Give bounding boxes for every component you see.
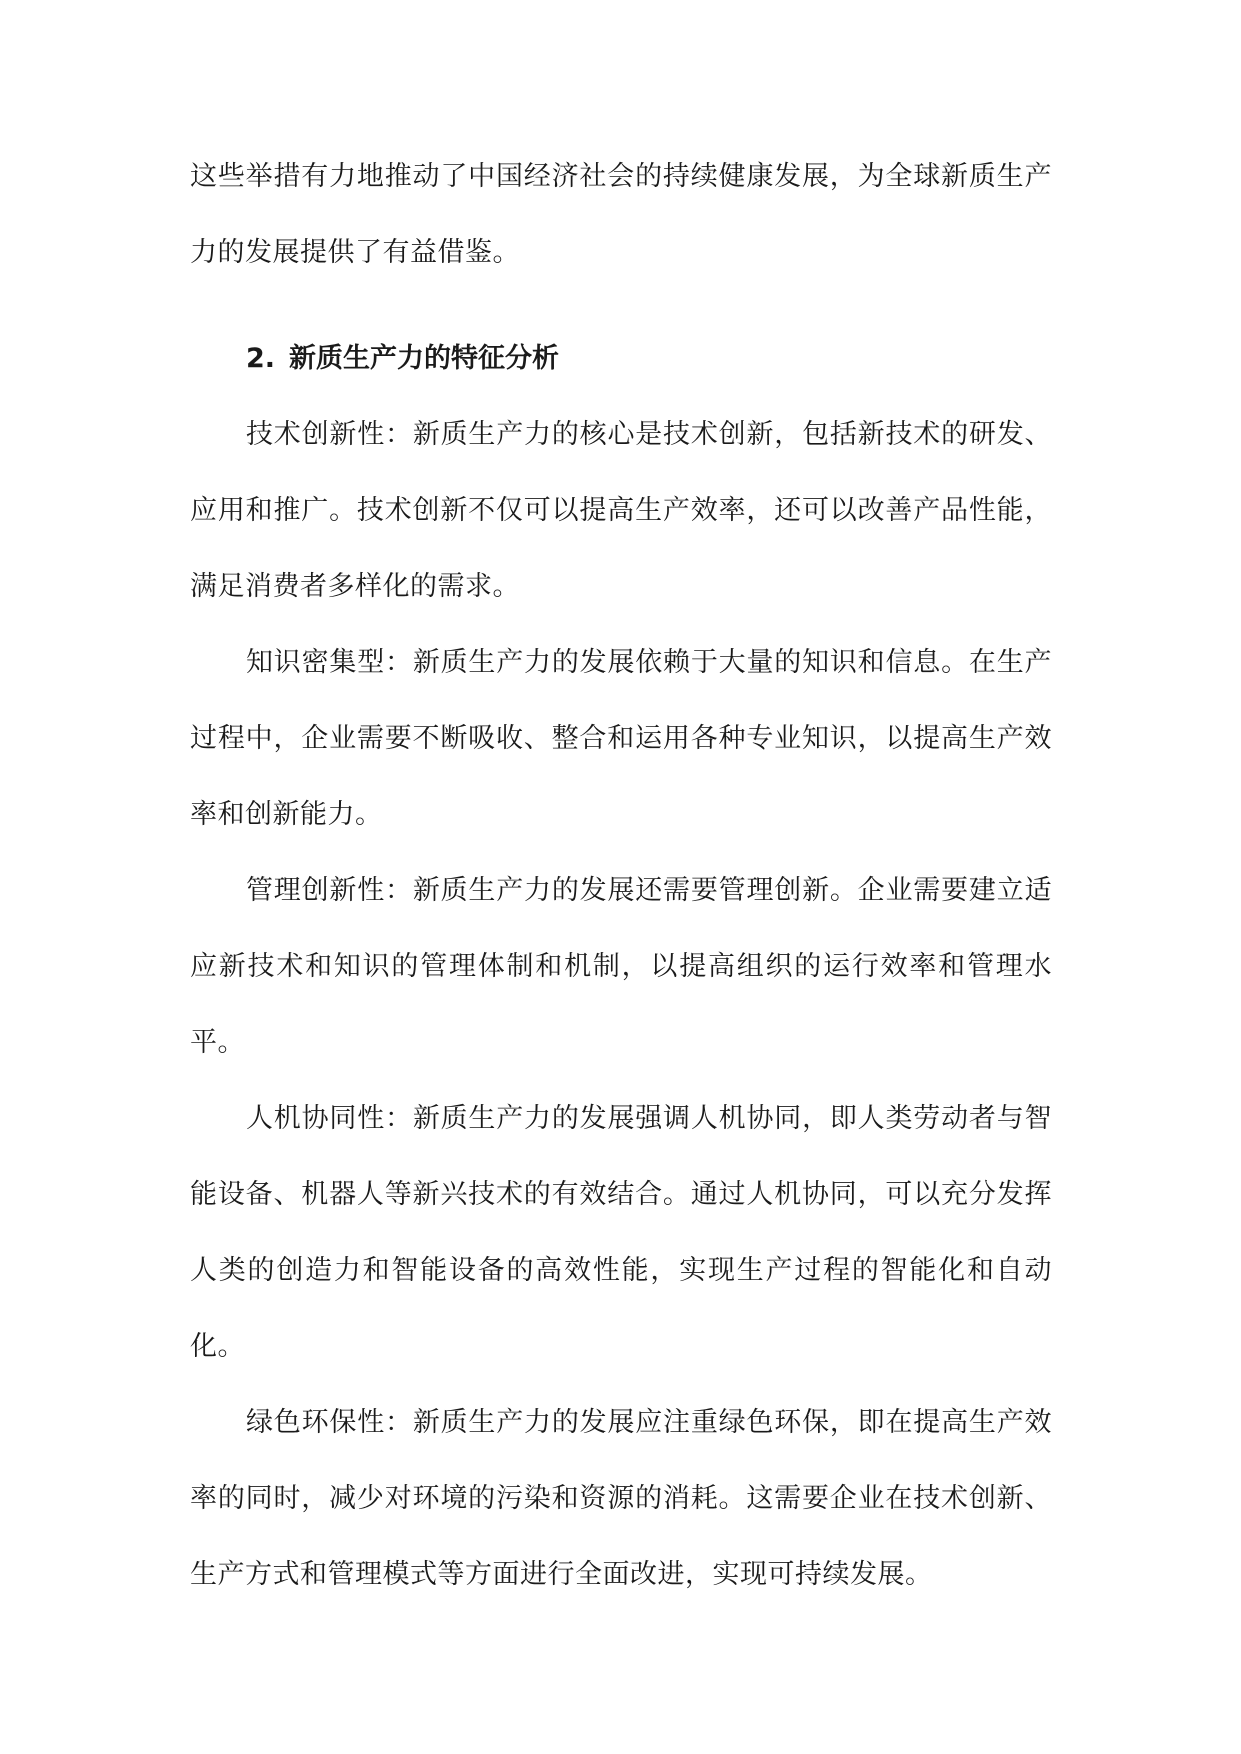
paragraph-management-innovation: 管理创新性：新质生产力的发展还需要管理创新。企业需要建立适应新技术和知识的管理体制和机制，以提高组织的运行效率和管理水平。 [190, 875, 1052, 1058]
paragraph-tech-innovation: 技术创新性：新质生产力的核心是技术创新，包括新技术的研发、应用和推广。技术创新不仅可以提高生产效率，还可以改善产品性能，满足消费者多样化的需求。 [190, 419, 1052, 602]
section-number: 2. [246, 343, 276, 374]
document-body [190, 139, 1052, 1613]
section-heading [190, 321, 1052, 397]
paragraph-human-machine-collab: 人机协同性：新质生产力的发展强调人机协同，即人类劳动者与智能设备、机器人等新兴技术的有效结合。通过人机协同，可以充分发挥人类的创造力和智能设备的高效性能，实现生产过程的智能化和自动化。 [190, 1103, 1052, 1362]
paragraph-green-environment: 绿色环保性：新质生产力的发展应注重绿色环保，即在提高生产效率的同时，减少对环境的污染和资源的消耗。这需要企业在技术创新、生产方式和管理模式等方面进行全面改进，实现可持续发展。 [190, 1407, 1052, 1590]
section-title: 新质生产力的特征分析 [289, 343, 560, 374]
paragraph-knowledge-intensive: 知识密集型：新质生产力的发展依赖于大量的知识和信息。在生产过程中，企业需要不断吸收、整合和运用各种专业知识，以提高生产效率和创新能力。 [190, 647, 1052, 830]
intro-paragraph: 这些举措有力地推动了中国经济社会的持续健康发展，为全球新质生产力的发展提供了有益借鉴。 [190, 161, 1052, 268]
